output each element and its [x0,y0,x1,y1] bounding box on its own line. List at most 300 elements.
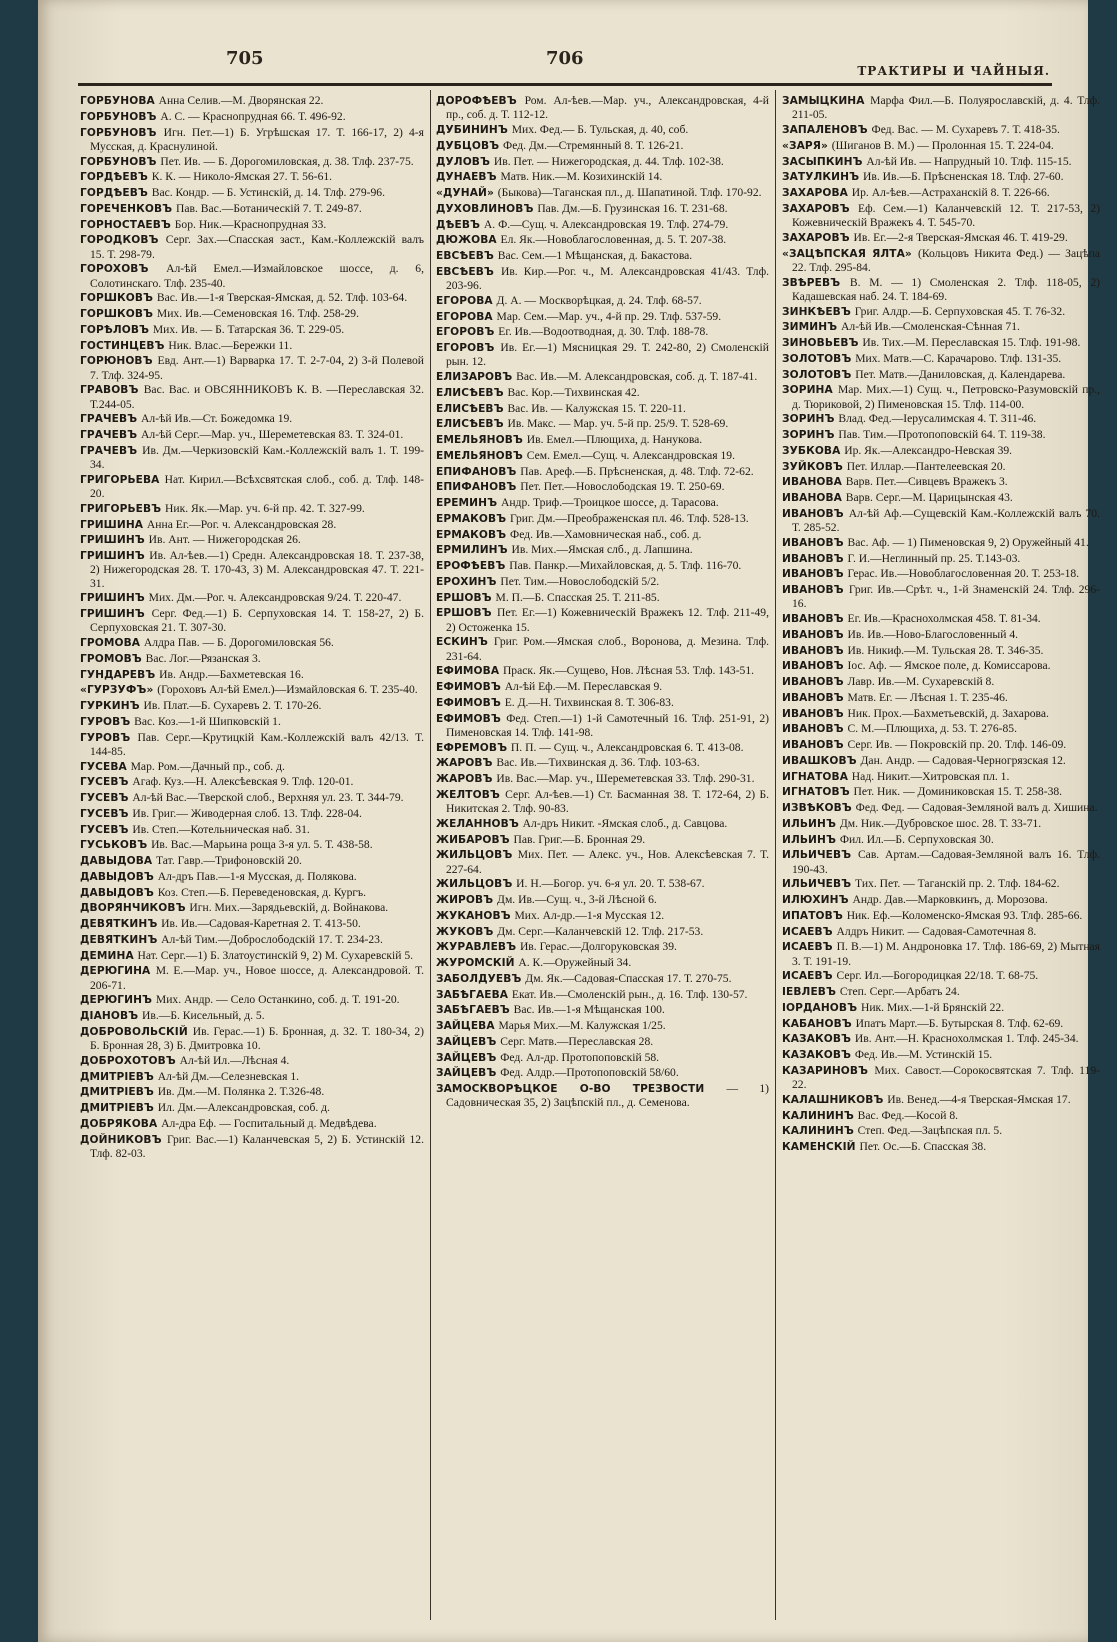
entry-name: ЗАМЫЦКИНА [782,95,865,107]
entry-name: ЖАРОВЪ [436,757,493,770]
entry-name: ГУСЕВЪ [80,776,129,789]
entry-details: Д. А. — Москворѣцкая, д. 24. Тлф. 68-57. [496,293,702,307]
directory-entry [80,502,424,516]
directory-entry [436,680,769,694]
entry-details: (Быкова)—Таганская пл., д. Шапатиной. Тлф. 170-92. [497,186,762,199]
directory-entry [80,668,424,682]
entry-name: ЕФРЕМОВЪ [436,741,508,754]
directory-entry [436,988,769,1002]
directory-entry [436,370,769,384]
directory-entry [80,731,424,759]
entry-name: ЖУКОВЪ [436,925,494,938]
entry-details: Серг. Зах.—Спасская заст., Кам.-Коллежскій валъ 15. Т. 298-79. [90,233,424,261]
directory-entry [80,518,424,532]
directory-entry [782,247,1100,275]
entry-name: ИЗВѢКОВЪ [782,802,852,814]
entry-name: ГУСЕВЪ [80,823,129,836]
entry-details: Ив. Ив.—Садовая-Каретная 2. Т. 413-50. [161,917,361,930]
entry-name: ДВОРЯНЧИКОВЪ [80,902,186,915]
directory-entry [80,186,424,200]
directory-entry [436,449,769,463]
directory-entry [436,940,769,954]
directory-entry [436,139,769,153]
entry-details: Серг. Фед.—1) Б. Серпуховская 14. Т. 158-27, 2) Б. Серпуховская 21. Т. 307-30. [90,607,424,635]
entry-name: ГУРОВЪ [80,715,131,728]
entry-details: Ник. Як.—Мар. уч. 6-й пр. 42. Т. 327-99. [165,501,365,515]
directory-entry [80,699,424,713]
entry-details: Фед. Ал-др. Протопоповскій 58. [500,1050,660,1064]
directory-entry [782,754,1100,768]
entry-name: ДОРОФѢЕВЪ [436,95,517,107]
entry-details: Ал-ѣй Серг.—Мар. уч., Шереметевская 83. Т. 324-01. [141,428,404,441]
entry-details: Ив. Венед.—4-я Тверская-Ямская 17. [887,1092,1071,1106]
directory-entry [782,909,1100,923]
directory-entry [436,909,769,923]
page-number-left: 705 [226,48,264,69]
entry-name: ДЕРЮГИНА [80,965,151,978]
entry-details: Праск. Як.—Сущево, Нов. Лѣсная 53. Тлф. 143-51. [502,664,755,678]
entry-name: ЗОРИНЪ [782,429,835,441]
directory-entry [782,722,1100,736]
directory-entry [782,1032,1100,1046]
entry-details: Герас. Ив.—Новоблагословенная 20. Т. 253-18. [847,567,1080,581]
entry-name: ЕСКИНЪ [436,636,488,649]
directory-entry [436,480,769,494]
entry-details: Ал-ѣй Ив. — Напрудный 10. Тлф. 115-15. [866,154,1072,168]
column-middle [436,94,769,1619]
directory-entry [436,218,769,232]
directory-entry [436,877,769,891]
directory-entry [436,741,769,755]
entry-details: Пет. Ив. — Б. Дорогомиловская, д. 38. Тлф. 237-75. [160,154,414,168]
entry-name: ЕФИМОВЪ [436,681,501,693]
entry-name: ЖУРОМСКІЙ [436,957,515,969]
entry-details: Дан. Андр. — Садовая-Черногрязская 12. [860,753,1066,767]
entry-name: ГУСЕВЪ [80,792,129,804]
entry-name: ИСАЕВЪ [782,970,833,983]
entry-name: ДІАНОВЪ [80,1010,139,1022]
directory-entry [782,460,1100,474]
entry-details: Вас. Ив.—Тихвинская д. 36. Тлф. 103-63. [496,756,700,770]
entry-details: Ал-ѣй Еф.—М. Переславская 9. [504,680,663,693]
entry-details: Ег. Ив.—Краснохолмская 458. Т. 81-34. [847,612,1041,625]
entry-details: Мих. Савост.—Сорокосвятская 7. Тлф. 119-22. [792,1063,1100,1091]
directory-entry [436,1003,769,1017]
entry-details: Мар. Мих.—1) Сущ. ч., Петровско-Разумовскій пр., д. Тюриковой, 2) Пименовская 15. Тлф. 114-00. [792,383,1100,411]
directory-entry [80,1070,424,1084]
directory-page [38,0,1100,1642]
entry-details: Ел. Як.—Новоблагословенная, д. 5. Т. 207-38. [500,233,727,247]
entry-name: ГОСТИНЦЕВЪ [80,339,165,352]
directory-entry [80,323,424,337]
entry-name: КАЛАШНИКОВЪ [782,1093,884,1106]
entry-details: Ив. Ег.—2-я Тверская-Ямская 46. Т. 419-29. [853,230,1068,244]
directory-entry [782,94,1100,122]
directory-entry [80,933,424,947]
entry-name: ГОРОХОВЪ [80,263,149,276]
entry-name: ИВАНОВЪ [782,584,844,596]
entry-name: ЗАБѢГАЕВЪ [436,1004,510,1017]
directory-entry [782,231,1100,245]
entry-details: Мих. Ал-др.—1-я Мусская 12. [514,908,665,922]
directory-entry [782,985,1100,999]
directory-entry [436,496,769,510]
entry-name: ГРИШИНЪ [80,550,145,562]
directory-entry [80,533,424,547]
entry-details: Еф. Сем.—1) Каланчевскій 12. Т. 217-53, 2) Кожевническій Вражекъ 4. Т. 545-70. [792,201,1100,229]
directory-entry [782,1124,1100,1138]
entry-name: ЖУКАНОВЪ [436,909,511,922]
entry-name: ЖИБАРОВЪ [436,833,510,846]
directory-entry [436,1051,769,1065]
entry-name: ЕМЕЛЬЯНОВЪ [436,449,523,462]
directory-entry [80,383,424,411]
directory-entry [782,444,1100,458]
entry-details: Нат. Кирил.—Всѣхсвятская слоб., соб. д. Тлф. 148-20. [90,472,424,500]
entry-details: Ив. Ант. — Нижегородская 26. [148,533,301,547]
directory-entry [436,465,769,479]
entry-details: Анна Селив.—М. Дворянская 22. [158,94,324,107]
entry-details: П. В.—1) М. Андроновка 17. Тлф. 186-69, 2) Мытная 3. Т. 191-19. [792,940,1100,968]
entry-details: Влад. Фед.—Іерусалимская 4. Т. 311-46. [838,412,1037,426]
directory-entry [782,155,1100,169]
directory-entry [80,110,424,124]
entry-name: ЗОРИНА [782,384,833,397]
entry-details: Вас. Вас. и ОВСЯННИКОВЪ К. В. —Переславская 32. Т.244-05. [90,383,424,411]
entry-details: Ив. Пет. — Нижегородская, д. 44. Тлф. 102-38. [493,154,724,168]
entry-name: ГРИШИНА [80,518,144,531]
directory-entry [436,833,769,847]
entry-details: Мих. Андр. — Село Останкино, соб. д. Т. 191-20. [155,993,400,1007]
entry-name: КАЗАРИНОВЪ [782,1064,869,1077]
entry-details: Мих. Ив. — Б. Татарская 36. Т. 229-05. [152,322,345,336]
entry-details: Мих. Дм.—Рог. ч. Александровская 9/24. Т. 220-47. [148,591,402,605]
entry-name: ЗВѢРЕВЪ [782,276,841,289]
entry-details: И. Н.—Богор. уч. 6-я ул. 20. Т. 538-67. [516,877,705,891]
entry-details: Ал-ѣй Аф.—Сущевскій Кам.-Коллежскій валъ 70. Т. 285-52. [792,506,1100,534]
entry-name: ЗОЛОТОВЪ [782,368,852,381]
entry-details: Коз. Степ.—Б. Переведеновская, д. Кургъ. [157,885,367,899]
entry-name: ГОРОДКОВЪ [80,234,159,247]
entry-name: ЗАТУЛКИНЪ [782,171,860,184]
entry-name: КАЛИНИНЪ [782,1109,854,1122]
directory-entry [436,1035,769,1049]
entry-details: (Кольцовъ Никита Фед.) — Зацѣпа 22. Тлф. 295-84. [792,246,1100,274]
directory-entry [782,320,1100,334]
directory-entry [436,170,769,184]
entry-details: Ник. Влас.—Бережки 11. [168,338,293,352]
entry-name: ГРИГОРЬЕВА [80,473,160,486]
entry-name: ЕРМАКОВЪ [436,528,507,541]
entry-details: Пав. Дм.—Б. Грузинская 16. Т. 231-68. [537,201,728,215]
entry-name: ИВАНОВЪ [782,676,844,688]
entry-details: Ив. Тих.—М. Переславская 15. Тлф. 191-98. [862,336,1081,349]
entry-name: ИЛЬИЧЕВЪ [782,878,852,891]
entry-details: Сем. Емел.—Сущ. ч. Александровская 19. [526,448,735,462]
entry-name: ЕРОХИНЪ [436,575,497,588]
column-right [782,94,1100,1619]
entry-name: ГОРЮНОВЪ [80,355,153,368]
directory-entry [782,123,1100,137]
entry-details: Ив. Андр.—Бахметевская 16. [159,667,304,681]
entry-name: ГРАВОВЪ [80,384,139,397]
entry-name: ИСАЕВЪ [782,941,833,954]
entry-name: КАБАНОВЪ [782,1017,852,1030]
entry-details: Пет. Иллар.—Пантелеевская 20. [846,459,1006,473]
entry-name: ИВАНОВЪ [782,536,844,549]
directory-entry [436,265,769,293]
directory-entry [436,606,769,634]
entry-details: Ег. Ив.—Водоотводная, д. 30. Тлф. 188-78. [498,325,709,339]
directory-entry [436,772,769,786]
entry-details: Екат. Ив.—Смоленскій рын., д. 16. Тлф. 130-57. [511,987,748,1001]
directory-entry [436,202,769,216]
entry-details: Ром. Ал-ѣев.—Мар. уч., Александровская, 4-й пр., соб. д. Т. 112-12. [446,94,769,122]
entry-details: Варв. Пет.—Сивцевъ Вражекъ 3. [845,475,1008,489]
entry-details: Вас. Сем.—1 Мѣщанская, д. Бакастова. [497,249,693,262]
directory-entry [436,591,769,605]
entry-name: ЕЛИСѢЕВЪ [436,402,504,415]
entry-details: Фед. Ив.—М. Устинскій 15. [854,1048,993,1061]
entry-name: ЗОЛОТОВЪ [782,352,852,365]
entry-details: С. М.—Плющиха, д. 53. Т. 276-85. [847,722,1017,736]
entry-details: Ник. Мих.—1-й Брянскій 22. [860,1000,1005,1014]
directory-entry [436,925,769,939]
directory-entry [80,262,424,290]
directory-entry [80,886,424,900]
entry-name: ЗУБКОВА [782,444,841,457]
entry-name: ЕПИФАНОВЪ [436,481,517,494]
entry-name: ЕФИМОВА [436,665,500,678]
directory-entry [80,715,424,729]
entry-details: Ив. Герас.—1) Б. Бронная, д. 32. Т. 180-34, 2) Б. Бронная 28, 3) Б. Дмитровка 10. [90,1024,424,1052]
entry-name: ГОРЕЧЕНКОВЪ [80,202,173,215]
entry-details: Ив. Ив.—Ново-Благословенный 4. [847,627,1019,641]
entry-name: «ГУРЗУФЪ» [80,684,154,697]
entry-details: Ал-ѣй Ив.—Смоленская-Сѣнная 71. [841,320,1020,334]
entry-details: (Шиганов В. М.) — Пролонная 15. Т. 224-04. [831,138,1054,152]
entry-details: Ив. Ив.—Б. Прѣсненская 18. Тлф. 27-60. [862,170,1064,184]
directory-entry [80,412,424,426]
directory-entry [436,249,769,263]
entry-details: Вас. Аф. — 1) Пименовская 9, 2) Оружейный 41. [847,535,1089,549]
directory-entry [782,801,1100,815]
entry-details: Григ. Ром.—Ямская слоб., Воронова, д. Мезина. Тлф. 231-64. [446,635,769,663]
entry-name: ГРИШИНЪ [80,592,145,605]
entry-name: КАМЕНСКІЙ [782,1141,856,1153]
entry-details: Григ. Ив.—Срѣт. ч., 1-й Знаменскій 24. Тлф. 296-16. [792,583,1100,611]
directory-entry [80,549,424,590]
entry-name: ЕРШОВЪ [436,607,492,620]
entry-name: ДЕМИНА [80,949,134,962]
entry-name: ГРАЧЕВЪ [80,429,138,441]
entry-name: ДЕВЯТКИНЪ [80,918,158,930]
entry-details: Ив. Кир.—Рог. ч., М. Александровская 41/43. Тлф. 203-96. [446,264,769,292]
entry-name: ЖИРОВЪ [436,894,494,906]
directory-entry [782,1017,1100,1031]
entry-details: Лавр. Ив.—М. Сухаревскій 8. [847,675,995,688]
directory-entry [436,94,769,122]
entry-details: Матв. Ник.—М. Козихинскій 14. [500,170,663,184]
entry-name: ИВАНОВА [782,476,842,489]
entry-details: Андр. Триф.—Троицкое шоссе, д. Тарасова. [500,496,719,509]
entry-details: Ив.—Б. Кисельный, д. 5. [141,1009,265,1022]
entry-details: (Гороховъ Ал-ѣй Емел.)—Измайловская 6. Т. 235-40. [157,683,418,697]
entry-details: Пет. Матв.—Даниловская, д. Календарева. [855,367,1066,381]
entry-details: Ив. Емел.—Плющиха, д. Нанукова. [526,433,703,446]
entry-name: ЕРМИЛИНЪ [436,544,508,557]
entry-name: ЕЛИЗАРОВЪ [436,371,513,383]
entry-details: Фед. Ив.—Хамовническая наб., соб. д. [510,527,702,541]
entry-name: ДУНАЕВЪ [436,171,497,184]
entry-name: ГРИШИНЪ [80,534,145,547]
entry-name: ИГНАТОВЪ [782,786,850,799]
entry-name: ГОРБУНОВА [80,95,155,107]
entry-name: ИСАЕВЪ [782,925,833,938]
directory-entry [436,294,769,308]
directory-entry [436,417,769,431]
entry-details: Нат. Серг.—1) Б. Златоустинскій 9, 2) М. Сухаревскій 5. [137,948,414,962]
entry-details: Варв. Серг.—М. Царицынская 43. [845,491,1013,504]
entry-name: ГРИШИНЪ [80,608,145,620]
directory-entry [436,756,769,770]
entry-name: ДАВЫДОВЪ [80,870,154,883]
entry-name: ЕЛИСѢЕВЪ [436,386,504,399]
entry-details: Вас. Ив.—М. Александровская, соб. д. Т. 187-41. [516,370,758,383]
entry-name: ГУСЬКОВЪ [80,839,148,852]
entry-details: Вас. Коз.—1-й Шипковскій 1. [134,714,281,728]
directory-entry [782,817,1100,831]
entry-details: Агаф. Куз.—Н. Алексѣевская 9. Тлф. 120-01. [132,775,354,789]
directory-entry [80,807,424,821]
directory-entry [80,838,424,852]
entry-details: Ив. Ал-ѣев.—1) Средн. Александровская 18. Т. 237-38, 2) Нижегородская 28. Т. 170-43, 3) М. Александровская 47. Т. 221-31. [90,549,424,590]
entry-details: В. М. — 1) Смоленская 2. Тлф. 118-05, 2) Кадашевская наб. 24. Т. 184-69. [792,275,1100,303]
entry-name: ЕРШОВЪ [436,591,492,604]
entry-name: ИВАНОВЪ [782,707,844,720]
directory-entry [436,123,769,137]
entry-details: Серг. Ив. — Покровскій пр. 20. Тлф. 146-09. [847,738,1067,751]
entry-details: Ал-ѣй Ил.—Лѣсная 4. [179,1053,290,1067]
entry-name: ЗАПАЛЕНОВЪ [782,124,868,136]
entry-name: ІЕВЛЕВЪ [782,986,837,998]
entry-details: Серг. Ил.—Богородицкая 22/18. Т. 68-75. [836,969,1039,983]
entry-details: Пет. Ос.—Б. Спасская 38. [859,1140,987,1153]
entry-details: Григ. Дм.—Преображенская пл. 46. Тлф. 528-13. [510,511,749,525]
entry-details: Пав. Григ.—Б. Бронная 29. [513,832,646,846]
entry-name: ГОРШКОВЪ [80,292,154,305]
entry-details: А. К.—Оружейный 34. [518,956,632,969]
entry-details: Пет. Тим.—Новослободскій 5/2. [500,574,660,588]
entry-details: Пав. Ареф.—Б. Прѣсненская, д. 48. Тлф. 72-62. [520,464,754,478]
entry-name: ИВАНОВЪ [782,644,844,657]
directory-entry [782,738,1100,752]
entry-details: Ипатъ Март.—Б. Бутырская 8. Тлф. 62-69. [855,1016,1064,1030]
entry-name: ГОРНОСТАЕВЪ [80,218,171,231]
entry-name: ЕЛИСѢЕВЪ [436,418,504,431]
directory-entry [782,877,1100,891]
directory-entry [782,352,1100,366]
entry-name: ИВАНОВЪ [782,723,844,736]
entry-details: Ник. Прох.—Бахметьевскій, д. Захарова. [847,706,1049,720]
entry-name: ИГНАТОВА [782,770,848,783]
directory-entry [80,607,424,635]
directory-entry [80,1025,424,1053]
entry-details: Фед. Алдр.—Протопоповскій 58/60. [500,1066,679,1080]
entry-name: ЗИМИНЪ [782,321,838,334]
directory-entry [782,186,1100,200]
directory-entry [80,202,424,216]
directory-entry [782,552,1100,566]
entry-details: Вас. Ив.—1-я Мѣщанская 100. [513,1003,665,1017]
directory-entry [436,1066,769,1080]
entry-details: Ал-ѣй Вас.—Тверской слоб., Верхняя ул. 23. Т. 344-79. [132,791,404,804]
entry-name: ЗАЙЦЕВА [436,1020,495,1032]
entry-name: ИВАНОВЪ [782,552,844,565]
directory-entry [436,788,769,816]
entry-details: Сав. Артам.—Садовая-Земляной валъ 16. Тлф. 190-43. [792,848,1100,876]
entry-name: ГРОМОВЪ [80,652,142,665]
entry-name: ЕВСѢЕВЪ [436,250,494,262]
entry-name: ДОБРОВОЛЬСКІЙ [80,1025,188,1038]
entry-name: ЗАЙЦЕВЪ [436,1051,497,1064]
entry-details: Пав. Серг.—Крутицкій Кам.-Коллежскій валъ 42/13. Т. 144-85. [90,730,424,758]
entry-details: Мар. Ром.—Дачный пр., соб. д. [130,759,285,773]
entry-details: М. Е.—Мар. уч., Новое шоссе, д. Александровой. Т. 206-71. [90,964,424,992]
entry-details: Ник. Еф.—Коломенско-Ямская 93. Тлф. 285-66. [846,908,1083,922]
directory-entry [80,170,424,184]
directory-entry [782,276,1100,304]
running-head: ТРАКТИРЫ И ЧАЙНЫЯ. [857,64,1050,78]
entry-details: Серг. Матв.—Переславская 28. [500,1034,654,1048]
entry-name: ГРОМОВА [80,637,141,649]
entry-name: «ДУНАЙ» [436,187,494,199]
entry-name: ЖИЛЬЦОВЪ [436,878,513,891]
entry-details: Фед. Фед. — Садовая-Земляной валъ д. Хишина. [855,801,1098,814]
directory-entry [436,341,769,369]
entry-name: ДОБРЯКОВА [80,1117,158,1130]
directory-entry [80,760,424,774]
entry-name: ГРАЧЕВЪ [80,444,138,457]
directory-entry [80,1009,424,1023]
directory-entry [782,644,1100,658]
entry-details: Ив. Дм.—М. Полянка 2. Т.326-48. [157,1085,325,1099]
entry-name: ДУХОВЛИНОВЪ [436,202,534,215]
entry-name: ЗИНОВЬЕВЪ [782,337,859,349]
entry-details: Дм. Серг.—Каланчевскій 12. Тлф. 217-53. [497,924,704,938]
header-rule [78,83,1052,86]
directory-entry [80,949,424,963]
entry-details: Фил. Ил.—Б. Серпуховская 30. [839,832,994,846]
directory-entry [80,428,424,442]
entry-name: ДѢЕВЪ [436,218,481,231]
entry-name: ГУНДАРЕВЪ [80,668,156,681]
directory-entry [436,155,769,169]
entry-details: Григ. Алдр.—Б. Серпуховская 45. Т. 76-32. [854,304,1066,318]
directory-entry [436,635,769,663]
directory-entry [782,583,1100,611]
entry-name: ЕГОРОВА [436,310,493,323]
entry-details: Серг. Ал-ѣев.—1) Ст. Басманная 38. Т. 172-64, 2) Б. Никитская 2. Тлф. 90-83. [446,787,769,815]
page-number: 706 [546,48,584,69]
entry-name: ЖАРОВЪ [436,773,493,785]
entry-name: ЗАБОЛДУЕВЪ [436,972,522,985]
entry-details: Фед. Степ.—1) 1-й Самотечный 16. Тлф. 251-91, 2) Пименовская 14. Тлф. 141-98. [446,711,769,739]
entry-details: Вас. Кондр. — Б. Устинскій, д. 14. Тлф. 279-96. [151,186,386,199]
entry-name: ДУБИНИНЪ [436,124,508,136]
entry-name: ЕМЕЛЬЯНОВЪ [436,434,523,446]
directory-entry [436,233,769,247]
